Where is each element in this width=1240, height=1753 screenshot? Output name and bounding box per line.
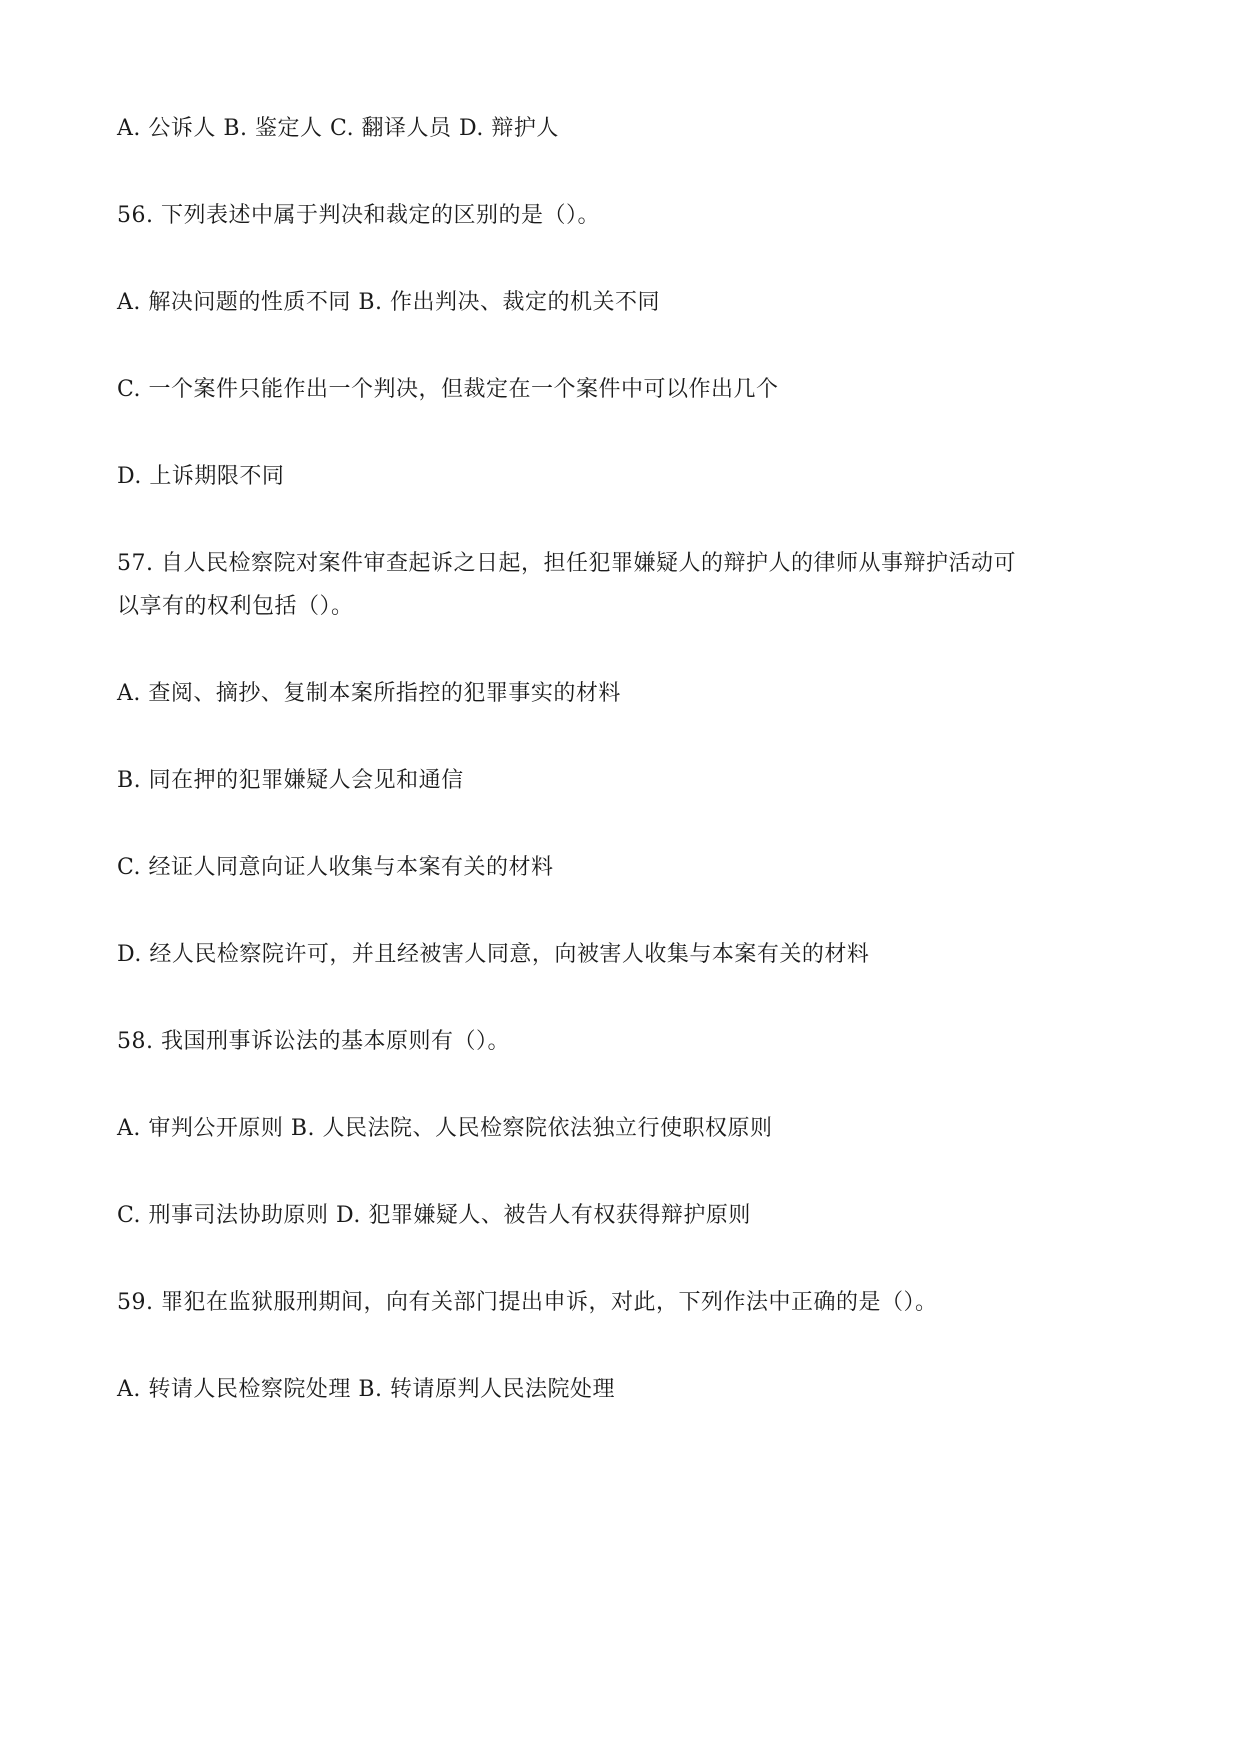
- q59-options-ab: A. 转请人民检察院处理 B. 转请原判人民法院处理: [117, 1377, 616, 1402]
- q56-options-ab: A. 解决问题的性质不同 B. 作出判决、裁定的机关不同: [117, 290, 661, 315]
- q57-option-a: A. 查阅、摘抄、复制本案所指控的犯罪事实的材料: [117, 681, 621, 706]
- q57-question-line2: 以享有的权利包括（）。: [117, 594, 354, 619]
- q56-option-c: C. 一个案件只能作出一个判决，但裁定在一个案件中可以作出几个: [117, 377, 779, 402]
- q58-options-cd: C. 刑事司法协助原则 D. 犯罪嫌疑人、被告人有权获得辩护原则: [117, 1203, 751, 1228]
- q57-option-d: D. 经人民检察院许可，并且经被害人同意，向被害人收集与本案有关的材料: [117, 942, 870, 967]
- q57-question-line1: 57. 自人民检察院对案件审查起诉之日起，担任犯罪嫌疑人的辩护人的律师从事辩护活动可: [117, 551, 1016, 576]
- q59-question: 59. 罪犯在监狱服刑期间，向有关部门提出申诉，对此，下列作法中正确的是（）。: [117, 1290, 938, 1315]
- q57-option-b: B. 同在押的犯罪嫌疑人会见和通信: [117, 768, 464, 793]
- q56-question: 56. 下列表述中属于判决和裁定的区别的是（）。: [117, 203, 600, 228]
- q57-option-c: C. 经证人同意向证人收集与本案有关的材料: [117, 855, 554, 880]
- q58-options-ab: A. 审判公开原则 B. 人民法院、人民检察院依法独立行使职权原则: [117, 1116, 773, 1141]
- q58-question: 58. 我国刑事诉讼法的基本原则有（）。: [117, 1029, 510, 1054]
- q56-option-d: D. 上诉期限不同: [117, 464, 285, 489]
- q55-options: A. 公诉人 B. 鉴定人 C. 翻译人员 D. 辩护人: [117, 116, 559, 141]
